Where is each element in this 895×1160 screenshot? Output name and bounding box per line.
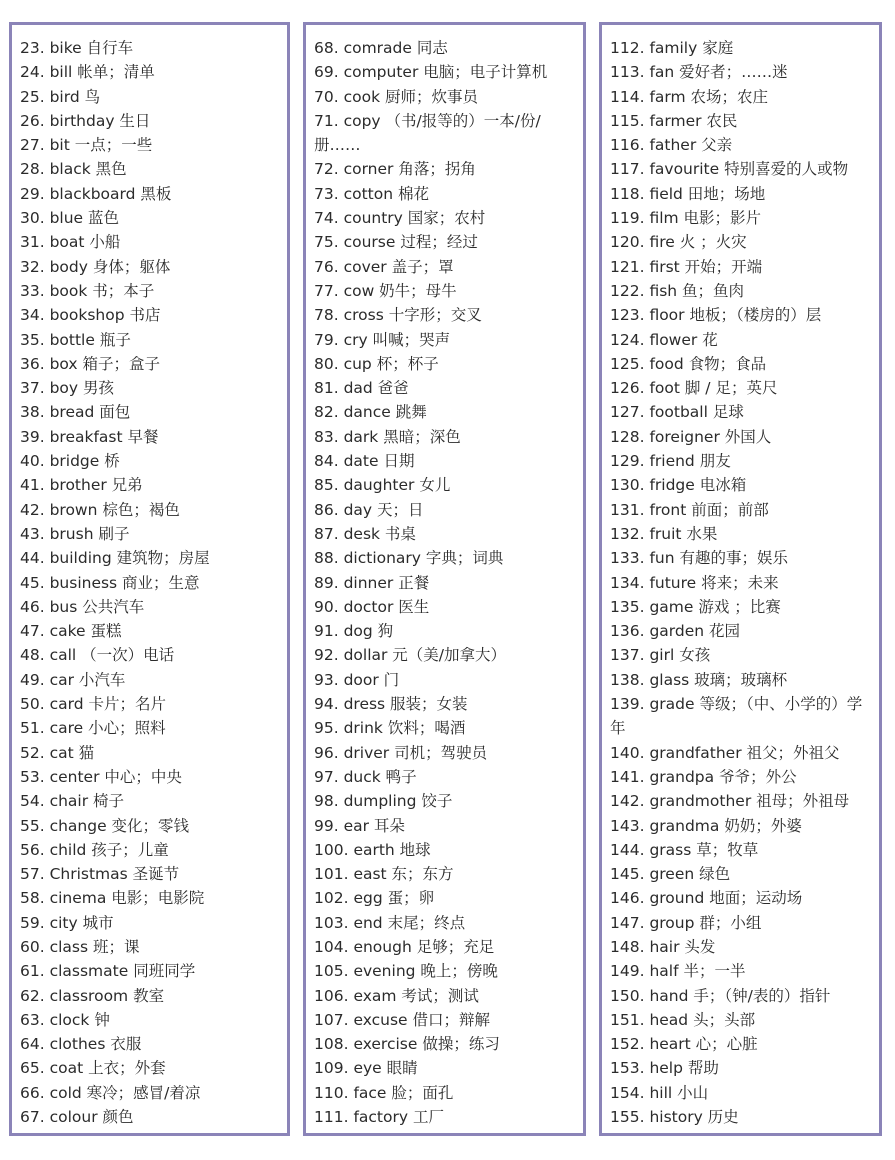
- vocab-entry: 56. child 孩子；儿童: [20, 840, 169, 859]
- vocab-entry: 140. grandfather 祖父；外祖父: [610, 743, 840, 762]
- vocab-entry: 35. bottle 瓶子: [20, 330, 131, 349]
- vocab-entry: 64. clothes 衣服: [20, 1035, 142, 1054]
- vocab-entry: 129. friend 朋友: [610, 452, 731, 471]
- vocab-entry: 124. flower 花: [610, 330, 718, 349]
- vocab-entry: 118. field 田地；场地: [610, 184, 766, 203]
- vocab-entry: 37. boy 男孩: [20, 379, 114, 398]
- vocab-entry: 145. green 绿色: [610, 865, 731, 884]
- vocab-entry: 100. earth 地球: [314, 840, 431, 859]
- vocab-entry: 130. fridge 电冰箱: [610, 476, 747, 495]
- vocab-entry: 152. heart 心；心脏: [610, 1035, 758, 1054]
- vocab-entry: 96. driver 司机；驾驶员: [314, 743, 488, 762]
- vocab-entry: 104. enough 足够；充足: [314, 937, 495, 956]
- vocab-entry: 84. date 日期: [314, 452, 415, 471]
- vocab-entry: 113. fan 爱好者；……迷: [610, 63, 788, 82]
- vocab-entry: 55. change 变化；零钱: [20, 816, 190, 835]
- vocab-entry: 142. grandmother 祖母；外祖母: [610, 792, 850, 811]
- vocab-column-3: [599, 22, 882, 1136]
- vocab-entry: 90. doctor 医生: [314, 597, 430, 616]
- vocab-entry: 61. classmate 同班同学: [20, 962, 196, 981]
- vocab-entry: 126. foot 脚 / 足；英尺: [610, 379, 778, 398]
- vocab-entry: 42. brown 棕色；褐色: [20, 500, 180, 519]
- vocab-entry: 97. duck 鸭子: [314, 767, 417, 786]
- vocab-entry: 93. door 门: [314, 670, 400, 689]
- vocab-entry: 73. cotton 棉花: [314, 184, 429, 203]
- vocab-entry: 57. Christmas 圣诞节: [20, 865, 180, 884]
- vocab-entry: 66. cold 寒冷；感冒/着凉: [20, 1083, 201, 1102]
- vocab-entry: 68. comrade 同志: [314, 39, 448, 57]
- vocab-entry: 39. breakfast 早餐: [20, 427, 159, 446]
- vocab-entry: 72. corner 角落；拐角: [314, 160, 476, 179]
- vocab-entry: 31. boat 小船: [20, 233, 121, 252]
- vocab-entry: 98. dumpling 饺子: [314, 792, 453, 811]
- vocab-entry: 70. cook 厨师；炊事员: [314, 87, 478, 106]
- vocab-entry: 43. brush 刷子: [20, 524, 130, 543]
- vocab-entry: 71. copy （书/报等的）一本/份/册……: [314, 111, 541, 155]
- vocab-entry: 82. dance 跳舞: [314, 403, 427, 422]
- vocab-entry: 88. dictionary 字典；词典: [314, 549, 504, 568]
- vocab-entry: 135. game 游戏 ；比赛: [610, 597, 781, 616]
- vocab-entry: 69. computer 电脑；电子计算机: [314, 63, 548, 82]
- vocab-entry: 59. city 城市: [20, 913, 114, 932]
- vocab-entry: 125. food 食物；食品: [610, 354, 767, 373]
- vocab-entry: 36. box 箱子；盒子: [20, 354, 161, 373]
- vocab-entry: 144. grass 草；牧草: [610, 840, 759, 859]
- vocab-entry: 99. ear 耳朵: [314, 816, 405, 835]
- vocab-entry: 139. grade 等级；（中、小学的）学年: [610, 695, 863, 738]
- vocab-entry: 131. front 前面；前部: [610, 500, 769, 519]
- vocab-entry: 141. grandpa 爷爷；外公: [610, 767, 797, 786]
- vocab-entry: 54. chair 椅子: [20, 792, 125, 811]
- vocab-entry: 112. family 家庭: [610, 39, 734, 57]
- vocab-entry: 153. help 帮助: [610, 1059, 719, 1078]
- vocab-entry: 77. cow 奶牛；母牛: [314, 281, 457, 300]
- vocab-entry: 121. first 开始；开端: [610, 257, 763, 276]
- vocab-entry: 60. class 班；课: [20, 937, 140, 956]
- vocab-entry: 136. garden 花园: [610, 622, 741, 641]
- vocab-entry: 58. cinema 电影；电影院: [20, 889, 205, 908]
- vocab-entry: 44. building 建筑物；房屋: [20, 549, 210, 568]
- vocab-entry: 147. group 群；小组: [610, 913, 762, 932]
- vocab-entry: 120. fire 火 ；火灾: [610, 233, 747, 252]
- vocab-entry: 51. care 小心；照料: [20, 719, 166, 738]
- vocab-entry: 67. colour 颜色: [20, 1108, 134, 1127]
- vocab-entry: 80. cup 杯；杯子: [314, 354, 439, 373]
- vocab-entry: 47. cake 蛋糕: [20, 622, 122, 641]
- vocab-entry: 50. card 卡片；名片: [20, 695, 166, 714]
- vocab-entry: 32. body 身体；躯体: [20, 257, 171, 276]
- vocab-entry: 30. blue 蓝色: [20, 209, 120, 228]
- vocab-entry: 38. bread 面包: [20, 403, 131, 422]
- vocab-entry: 85. daughter 女儿: [314, 476, 451, 495]
- vocab-entry: 86. day 天；日: [314, 500, 424, 519]
- vocab-entry: 137. girl 女孩: [610, 646, 711, 665]
- vocab-entry: 53. center 中心；中央: [20, 767, 182, 786]
- vocab-entry: 132. fruit 水果: [610, 524, 718, 543]
- vocab-entry: 116. father 父亲: [610, 136, 733, 155]
- vocab-entry: 75. course 过程；经过: [314, 233, 478, 252]
- vocab-entry: 109. eye 眼睛: [314, 1059, 418, 1078]
- vocab-entry: 101. east 东；东方: [314, 865, 454, 884]
- vocab-entry: 95. drink 饮料；喝酒: [314, 719, 466, 738]
- vocab-entry: 41. brother 兄弟: [20, 476, 143, 495]
- vocab-entry: 24. bill 帐单；清单: [20, 63, 155, 82]
- vocab-entry: 138. glass 玻璃；玻璃杯: [610, 670, 788, 689]
- vocab-entry: 34. bookshop 书店: [20, 306, 161, 325]
- vocab-entry: 148. hair 头发: [610, 937, 716, 956]
- entry-list: [610, 36, 873, 1129]
- entry-list: [314, 36, 577, 1129]
- vocab-entry: 78. cross 十字形；交叉: [314, 306, 482, 325]
- vocab-entry: 150. hand 手；（钟/表的）指针: [610, 986, 831, 1005]
- vocab-entry: 27. bit 一点；一些: [20, 136, 153, 155]
- vocab-entry: 48. call （一次）电话: [20, 646, 175, 665]
- vocab-entry: 154. hill 小山: [610, 1083, 709, 1102]
- vocab-column-1: [9, 22, 290, 1136]
- vocab-entry: 28. black 黑色: [20, 160, 127, 179]
- vocab-entry: 122. fish 鱼；鱼肉: [610, 281, 745, 300]
- vocab-entry: 33. book 书；本子: [20, 281, 155, 300]
- vocab-entry: 134. future 将来；未来: [610, 573, 779, 592]
- vocab-entry: 107. excuse 借口；辩解: [314, 1010, 490, 1029]
- vocab-entry: 114. farm 农场；农庄: [610, 87, 769, 106]
- vocab-entry: 103. end 末尾；终点: [314, 913, 466, 932]
- vocab-entry: 76. cover 盖子；罩: [314, 257, 454, 276]
- vocab-entry: 65. coat 上衣；外套: [20, 1059, 166, 1078]
- vocab-entry: 81. dad 爸爸: [314, 379, 409, 398]
- vocab-entry: 106. exam 考试；测试: [314, 986, 479, 1005]
- vocab-entry: 149. half 半；一半: [610, 962, 746, 981]
- vocab-entry: 92. dollar 元（美/加拿大）: [314, 646, 507, 665]
- vocab-entry: 123. floor 地板；（楼房的）层: [610, 306, 822, 325]
- vocab-entry: 128. foreigner 外国人: [610, 427, 772, 446]
- vocab-entry: 94. dress 服装；女装: [314, 695, 468, 714]
- vocab-entry: 110. face 脸；面孔: [314, 1083, 454, 1102]
- vocab-entry: 119. film 电影；影片: [610, 209, 762, 228]
- vocab-entry: 127. football 足球: [610, 403, 744, 422]
- vocab-entry: 74. country 国家；农村: [314, 209, 486, 228]
- vocab-entry: 105. evening 晚上；傍晚: [314, 962, 498, 981]
- vocab-entry: 115. farmer 农民: [610, 111, 738, 130]
- vocab-entry: 146. ground 地面；运动场: [610, 889, 803, 908]
- vocab-entry: 46. bus 公共汽车: [20, 597, 145, 616]
- vocab-entry: 155. history 历史: [610, 1108, 739, 1127]
- entry-list: [20, 36, 281, 1129]
- vocab-entry: 23. bike 自行车: [20, 39, 134, 57]
- vocab-entry: 91. dog 狗: [314, 622, 394, 641]
- vocab-entry: 87. desk 书桌: [314, 524, 416, 543]
- vocab-entry: 63. clock 钟: [20, 1010, 110, 1029]
- vocab-column-2: [303, 22, 586, 1136]
- vocab-entry: 49. car 小汽车: [20, 670, 126, 689]
- vocab-entry: 89. dinner 正餐: [314, 573, 430, 592]
- vocab-entry: 143. grandma 奶奶；外婆: [610, 816, 802, 835]
- vocab-entry: 133. fun 有趣的事；娱乐: [610, 549, 788, 568]
- vocab-entry: 25. bird 鸟: [20, 87, 101, 106]
- vocab-entry: 79. cry 叫喊；哭声: [314, 330, 451, 349]
- vocab-entry: 111. factory 工厂: [314, 1108, 444, 1127]
- vocab-entry: 151. head 头；头部: [610, 1010, 756, 1029]
- vocab-entry: 62. classroom 教室: [20, 986, 165, 1005]
- vocab-entry: 102. egg 蛋；卵: [314, 889, 435, 908]
- vocab-entry: 40. bridge 桥: [20, 452, 120, 471]
- vocab-entry: 108. exercise 做操；练习: [314, 1035, 500, 1054]
- vocab-entry: 26. birthday 生日: [20, 111, 151, 130]
- vocab-entry: 117. favourite 特别喜爱的人或物: [610, 160, 849, 179]
- vocab-entry: 29. blackboard 黑板: [20, 184, 172, 203]
- vocab-entry: 52. cat 猫: [20, 743, 95, 762]
- vocab-entry: 83. dark 黑暗；深色: [314, 427, 461, 446]
- vocab-entry: 45. business 商业；生意: [20, 573, 200, 592]
